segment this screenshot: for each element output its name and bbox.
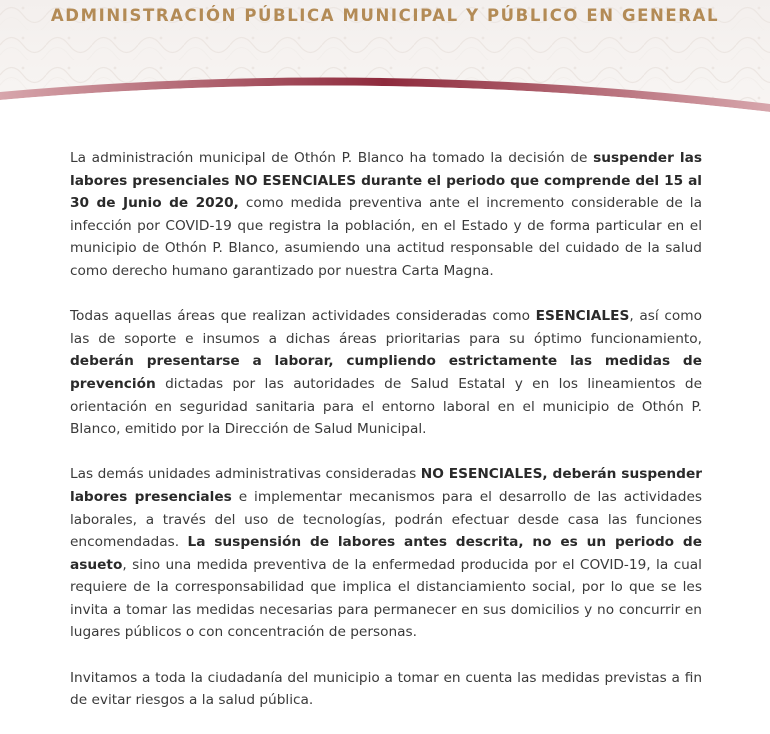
bold-text: deberán presentarse a laborar, cumpliendo estrictamente las medidas de prevención [70, 353, 702, 392]
body-text: Las demás unidades administrativas consideradas [70, 466, 421, 483]
header-banner [0, 0, 770, 125]
page-title: ADMINISTRACIÓN PÚBLICA MUNICIPAL Y PÚBLICO EN GENERAL [50, 6, 720, 25]
body-text: como medida preventiva ante el incremento considerable de la infección por COVID-19 que registra la población, en el Estado y de forma particular en el municipio de Othón P. Blanco, asumiendo una actitud responsable del cuidado de la salud como derecho humano garantizado por nuestra Carta Magna. [70, 195, 702, 279]
body-text: Todas aquellas áreas que realizan actividades consideradas como [70, 308, 536, 325]
paragraph-4 [70, 667, 702, 712]
paragraph-3 [70, 463, 702, 644]
body-text: e implementar mecanismos para el desarrollo de las actividades laborales, a través del uso de tecnologías, podrán efectuar desde casa las funciones encomendadas. [70, 488, 703, 551]
bold-text: NO ESENCIALES, deberán suspender labores presenciales [70, 466, 702, 505]
document-body [70, 147, 702, 734]
bold-text: ESENCIALES [535, 308, 630, 325]
body-text: dictadas por las autoridades de Salud Estatal y en los lineamientos de orientación en seguridad sanitaria para el entorno laboral en el municipio de Othón P. Blanco, emitido por la Dirección de Salud Municipal. [70, 375, 702, 438]
paragraph-1 [70, 147, 702, 283]
body-text: Invitamos a toda la ciudadanía del municipio a tomar en cuenta las medidas previstas a fin de evitar riesgos a la salud pública. [70, 669, 702, 709]
body-text: La administración municipal de Othón P. Blanco ha tomado la decisión de [70, 150, 594, 166]
body-text: , sino una medida preventiva de la enfermedad producida por el COVID-19, la cual requiere de la corresponsabilidad que implica el distanciamiento social, por lo que se les invita a tomar las medidas necesarias para permanecer en sus domicilios y no concurrir en lugares públicos o con concentración de personas. [70, 556, 702, 641]
bold-text: La suspensión de labores antes descrita, no es un periodo de asueto [70, 534, 702, 573]
paragraph-2 [70, 305, 702, 441]
body-text: , así como las de soporte e insumos a dichas áreas prioritarias para su óptimo funcionamiento, [70, 308, 702, 347]
bold-text: suspender las labores presenciales NO ESENCIALES durante el periodo que comprende del 15 al 30 de Junio de 2020, [70, 150, 702, 212]
